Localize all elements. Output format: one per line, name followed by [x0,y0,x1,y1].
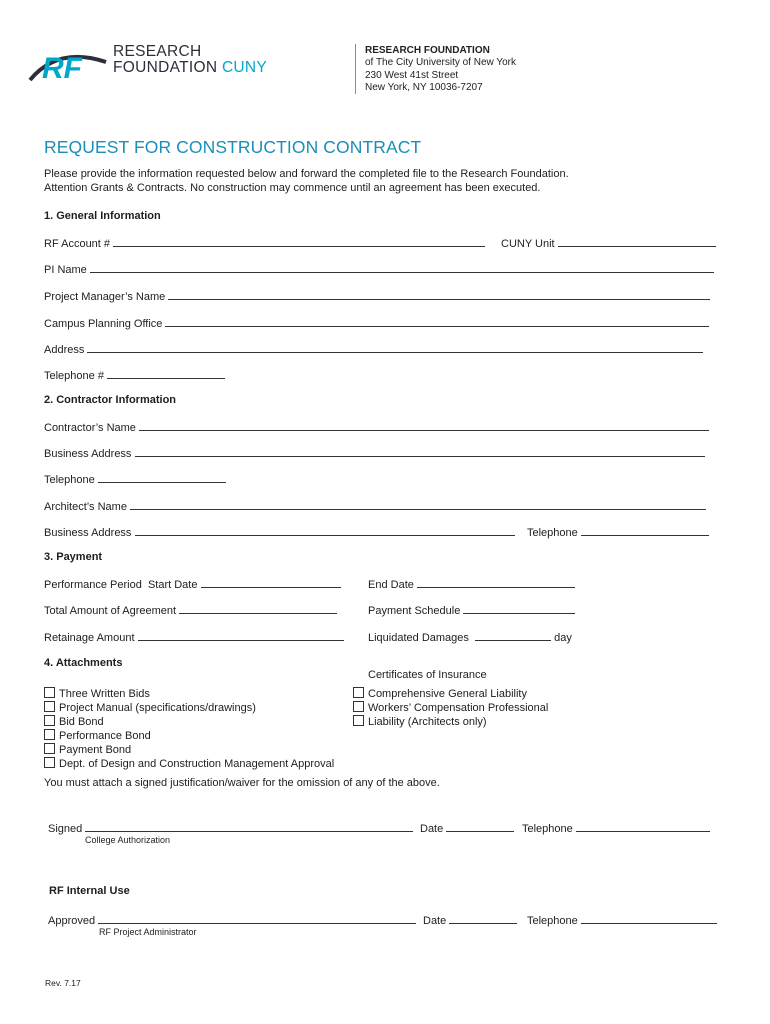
pi-name-input[interactable] [90,262,714,273]
project-manager-field [44,289,710,303]
signed-field [48,821,413,835]
address-label: Address [44,344,85,356]
checkbox-item[interactable] [44,715,334,729]
contractor-telephone-input[interactable] [98,472,226,483]
attachments-checklist [44,687,334,771]
architect-business-address-field [44,525,515,539]
checkbox-item[interactable] [44,729,334,743]
page-title: REQUEST FOR CONSTRUCTION CONTRACT [44,137,422,157]
business-address-input[interactable] [135,446,705,457]
address-field [44,342,703,356]
architect-business-address-input[interactable] [135,525,515,536]
checkbox-label: Project Manual (specifications/drawings) [59,702,256,714]
header-divider [355,44,356,94]
contractor-name-input[interactable] [139,420,709,431]
cuny-unit-input[interactable] [558,236,716,247]
liquidated-damages-label: Liquidated Damages [368,632,469,644]
pi-name-label: PI Name [44,264,87,276]
logo-line2: FOUNDATION [113,59,218,76]
checkbox-item[interactable] [353,701,548,715]
internal-heading: RF Internal Use [49,885,130,897]
section-heading-contractor: 2. Contractor Information [44,394,177,406]
checkbox[interactable] [44,743,55,754]
section-heading-attachments: 4. Attachments [44,657,123,669]
checkbox-item[interactable] [44,701,334,715]
checkbox-label: Comprehensive General Liability [368,688,527,700]
insurance-heading: Certificates of Insurance [368,669,487,681]
checkbox[interactable] [44,757,55,768]
project-manager-label: Project Manager’s Name [44,291,166,303]
start-date-field [44,577,341,591]
total-amount-field [44,603,337,617]
day-label: day [554,632,572,644]
total-amount-input[interactable] [179,603,337,614]
section-heading-general: 1. General Information [44,210,161,222]
payment-schedule-input[interactable] [463,603,575,614]
attachments-note: You must attach a signed justification/waiver for the omission of any of the above. [44,777,440,789]
checkbox-item[interactable] [353,715,548,729]
checkbox[interactable] [353,687,364,698]
intro-line: Attention Grants & Contracts. No construction may commence until an agreement has been executed. [44,182,541,194]
telephone-label: Telephone # [44,370,104,382]
checkbox[interactable] [353,701,364,712]
checkbox-item[interactable] [44,757,334,771]
checkbox-label: Workers’ Compensation Professional [368,702,549,714]
signed-caption: College Authorization [85,835,171,845]
intro-line: Please provide the information requested below and forward the completed file to the Research Foundation. [44,168,569,180]
signed-date-input[interactable] [446,821,514,832]
checkbox-label: Dept. of Design and Construction Management Approval [59,758,335,770]
checkbox-label: Three Written Bids [59,688,150,700]
end-date-label: End Date [368,579,414,591]
checkbox[interactable] [44,701,55,712]
approved-field [48,913,416,927]
rf-logo-mark [28,42,110,82]
approved-telephone-field [527,913,717,927]
svg-text:RF: RF [42,52,82,82]
checkbox-label: Bid Bond [59,716,104,728]
liquidated-damages-input[interactable] [475,630,551,641]
checkbox[interactable] [353,715,364,726]
approved-telephone-input[interactable] [581,913,717,924]
approved-input[interactable] [98,913,416,924]
org-line: New York, NY 10036-7207 [365,82,483,94]
campus-planning-label: Campus Planning Office [44,318,163,330]
address-input[interactable] [87,342,703,353]
checkbox-label: Performance Bond [59,730,151,742]
checkbox-item[interactable] [44,687,334,701]
retainage-label: Retainage Amount [44,632,135,644]
architect-telephone-field [527,525,709,539]
architect-name-input[interactable] [130,499,706,510]
contractor-telephone-field [44,472,226,486]
contractor-name-label: Contractor’s Name [44,422,136,434]
signed-input[interactable] [85,821,413,832]
section-heading-payment: 3. Payment [44,551,103,563]
approved-telephone-label: Telephone [527,915,578,927]
retainage-input[interactable] [138,630,344,641]
architect-telephone-label: Telephone [527,527,578,539]
logo-wordmark [113,44,267,76]
signed-telephone-field [522,821,710,835]
approved-label: Approved [48,915,96,927]
approved-date-field [423,913,517,927]
end-date-input[interactable] [417,577,575,588]
start-date-input[interactable] [201,577,341,588]
business-address-label: Business Address [44,448,132,460]
signed-date-label: Date [420,823,444,835]
telephone-field [44,368,225,382]
business-address-field [44,446,705,460]
rf-account-input[interactable] [113,236,485,247]
total-amount-label: Total Amount of Agreement [44,605,177,617]
performance-period-label: Performance Period [44,579,142,591]
logo-line1: RESEARCH [113,43,202,60]
checkbox-label: Liability (Architects only) [368,716,487,728]
signed-telephone-input[interactable] [576,821,710,832]
signed-date-field [420,821,514,835]
liquidated-damages-field [368,630,572,644]
telephone-input[interactable] [107,368,225,379]
end-date-field [368,577,575,591]
org-line: 230 West 41st Street [365,69,459,81]
checkbox[interactable] [44,687,55,698]
cuny-unit-field [501,236,716,250]
retainage-field [44,630,344,644]
contractor-name-field [44,420,709,434]
checkbox-item[interactable] [353,687,548,701]
org-name: RESEARCH FOUNDATION [365,45,490,56]
org-line: of The City University of New York [365,57,516,69]
signed-label: Signed [48,823,83,835]
architect-name-field [44,499,706,513]
approved-date-input[interactable] [449,913,517,924]
approved-caption: RF Project Administrator [99,927,197,937]
checkbox[interactable] [44,729,55,740]
signed-telephone-label: Telephone [522,823,573,835]
insurance-checklist [353,687,548,729]
project-manager-input[interactable] [168,289,710,300]
logo-accent: CUNY [221,59,268,76]
approved-date-label: Date [423,915,447,927]
contractor-telephone-label: Telephone [44,474,95,486]
payment-schedule-label: Payment Schedule [368,605,461,617]
checkbox[interactable] [44,715,55,726]
architect-business-address-label: Business Address [44,527,132,539]
checkbox-item[interactable] [44,743,334,757]
rf-account-field [44,236,485,250]
payment-schedule-field [368,603,575,617]
architect-telephone-input[interactable] [581,525,709,536]
campus-planning-input[interactable] [165,316,709,327]
cuny-unit-label: CUNY Unit [501,238,555,250]
org-address [365,45,516,95]
start-date-label: Start Date [147,579,198,591]
campus-planning-field [44,316,709,330]
revision-label: Rev. 7.17 [45,978,81,988]
rf-account-label: RF Account # [44,238,111,250]
architect-name-label: Architect’s Name [44,501,127,513]
intro-text [44,167,569,195]
checkbox-label: Payment Bond [59,744,132,756]
pi-name-field [44,262,714,276]
